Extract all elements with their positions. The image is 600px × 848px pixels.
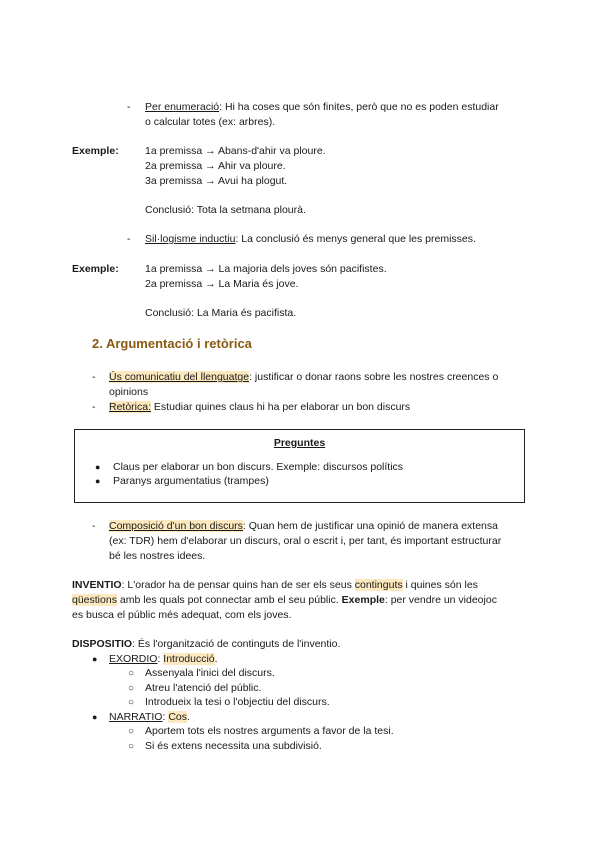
circle-bullet-icon: ○ bbox=[128, 697, 135, 708]
retorica-label: Retòrica: bbox=[109, 401, 152, 413]
preguntes-title: Preguntes bbox=[273, 437, 326, 449]
sil-line bbox=[145, 232, 476, 247]
premise-1: 1a premissa → Abans-d'ahir va ploure. bbox=[145, 145, 326, 157]
inventio-line-3: es busca el públic més adequat, com els joves. bbox=[72, 609, 292, 621]
exordio-item: Atreu l'atenció del públic. bbox=[145, 682, 262, 694]
enum-line-1 bbox=[145, 100, 499, 115]
narratio-item: Aportem tots els nostres arguments a favor de la tesi. bbox=[145, 725, 394, 737]
inventio-line-1: INVENTIO: L'orador ha de pensar quins han de ser els seus continguts i quines són les bbox=[72, 579, 478, 591]
exordio-item: Assenyala l'inici del discurs. bbox=[145, 667, 275, 679]
list-dash: - bbox=[127, 101, 131, 113]
narratio-line: NARRATIO: Cos. bbox=[109, 711, 190, 723]
sil-label: Sil·logisme inductiu bbox=[145, 233, 236, 245]
composicio-line-2: (ex: TDR) hem d'elaborar un discurs, oral o escrit i, per tant, és important estructurar bbox=[109, 535, 502, 547]
dispositio-label: DISPOSITIO bbox=[72, 638, 133, 650]
bullet-icon: ● bbox=[95, 476, 101, 486]
exordio-item: Introdueix la tesi o l'objectiu del discurs. bbox=[145, 696, 330, 708]
highlight: qüestions bbox=[72, 594, 117, 606]
bullet-icon: ● bbox=[92, 654, 98, 664]
preguntes-item: Paranys argumentatius (trampes) bbox=[113, 475, 269, 487]
conclusion-2: Conclusió: La Maria és pacifista. bbox=[145, 307, 297, 319]
preguntes-item: Claus per elaborar un bon discurs. Exemple: discursos polítics bbox=[113, 461, 404, 473]
circle-bullet-icon: ○ bbox=[128, 683, 135, 694]
inventio-line-2: qüestions amb les quals pot connectar amb el seu públic. Exemple: per vendre un videojoc bbox=[72, 594, 497, 606]
us-line-1 bbox=[109, 370, 498, 385]
premise-2-1: 1a premissa → La majoria dels joves són pacifistes. bbox=[145, 263, 387, 275]
retorica-text: Estudiar quines claus hi ha per elaborar un bon discurs bbox=[151, 401, 411, 413]
enum-text: : Hi ha coses que són finites, però que no es poden estudiar bbox=[219, 101, 499, 113]
premise-2-2: 2a premissa → La Maria és jove. bbox=[145, 278, 299, 290]
retorica-line bbox=[109, 400, 410, 415]
example-label-2: Exemple: bbox=[72, 263, 119, 275]
us-label: Ús comunicatiu del llenguatge bbox=[109, 371, 250, 383]
composicio-line-1: Composició d'un bon discurs: Quan hem de justificar una opinió de manera extensa bbox=[109, 520, 498, 532]
list-dash: - bbox=[127, 233, 131, 245]
circle-bullet-icon: ○ bbox=[128, 741, 135, 752]
circle-bullet-icon: ○ bbox=[128, 668, 135, 679]
list-dash: - bbox=[92, 371, 96, 383]
inventio-label: INVENTIO bbox=[72, 579, 122, 591]
highlight: Introducció bbox=[163, 653, 215, 665]
enum-label: Per enumeració bbox=[145, 101, 220, 113]
list-dash: - bbox=[92, 401, 96, 413]
list-dash: - bbox=[92, 520, 96, 532]
example-label-3: Exemple bbox=[341, 594, 385, 606]
example-label-1: Exemple: bbox=[72, 145, 119, 157]
narratio-item: Si és extens necessita una subdivisió. bbox=[145, 740, 322, 752]
sil-text: : La conclusió és menys general que les premisses. bbox=[235, 233, 476, 245]
exordio-label: EXORDIO bbox=[109, 653, 158, 665]
bullet-icon: ● bbox=[92, 712, 98, 722]
circle-bullet-icon: ○ bbox=[128, 726, 135, 737]
composicio-line-3: bé les nostres idees. bbox=[109, 550, 206, 562]
exordio-line: EXORDIO: Introducció. bbox=[109, 653, 218, 665]
narratio-label: NARRATIO bbox=[109, 711, 163, 723]
section-heading: 2. Argumentació i retòrica bbox=[92, 336, 252, 351]
highlight: continguts bbox=[354, 579, 403, 591]
premise-3: 3a premissa → Avui ha plogut. bbox=[145, 175, 288, 187]
dispositio-line: DISPOSITIO: És l'organització de continguts de l'inventio. bbox=[72, 638, 341, 650]
us-line-2: opinions bbox=[109, 386, 149, 398]
premise-2: 2a premissa → Ahir va ploure. bbox=[145, 160, 286, 172]
bullet-icon: ● bbox=[95, 462, 101, 472]
us-text: : justificar o donar raons sobre les nostres creences o bbox=[249, 371, 499, 383]
conclusion-1: Conclusió: Tota la setmana plourà. bbox=[145, 204, 306, 216]
highlight: Cos bbox=[168, 711, 188, 723]
composicio-label: Composició d'un bon discurs bbox=[109, 520, 243, 532]
enum-line-2: o calcular totes (ex: arbres). bbox=[145, 116, 276, 128]
